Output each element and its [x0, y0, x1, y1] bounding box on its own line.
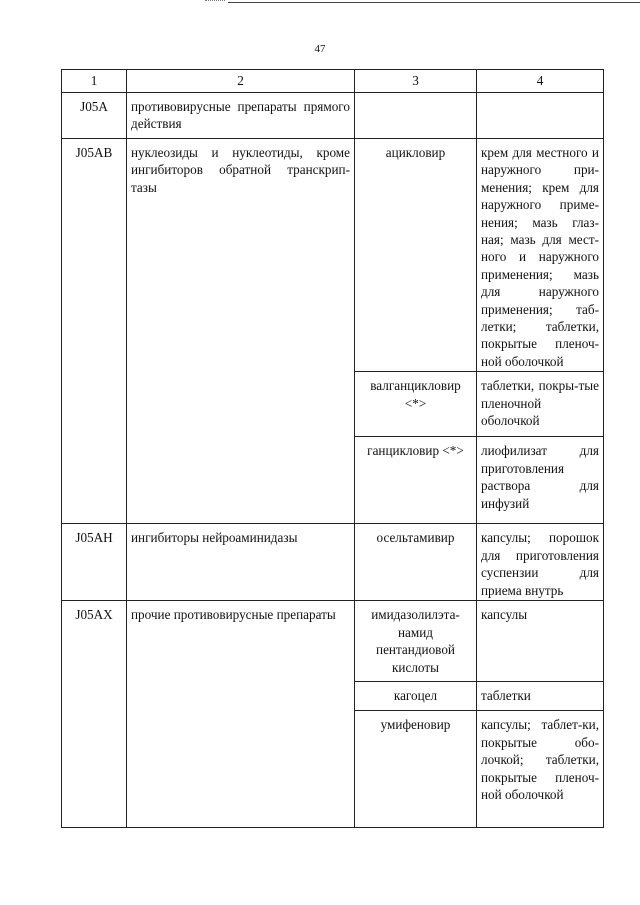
drug-name: умифеновир	[355, 711, 477, 828]
dosage-forms: капсулы	[477, 601, 604, 682]
atc-code: J05A	[62, 93, 127, 139]
group-name: нуклеозиды и нуклеотиды, кроме ингибиторов обратной транскрип-тазы	[127, 139, 355, 524]
atc-code: J05AB	[62, 139, 127, 524]
drug-name: ганцикловир <*>	[355, 437, 477, 524]
table-row	[62, 601, 604, 682]
drug-name	[355, 93, 477, 139]
header-cell: 1	[62, 70, 127, 93]
group-name: противовирусные препараты прямого действия	[127, 93, 355, 139]
scan-top-rule	[228, 2, 640, 3]
drug-name: имидазолилэта-намид пентандиовой кислоты	[355, 601, 477, 682]
atc-code: J05AH	[62, 524, 127, 601]
drug-name: кагоцел	[355, 682, 477, 711]
dosage-forms: крем для местного и наружного при-менения; крем для наружного приме-нения; мазь глаз-ная; мазь для мест-ного и наружного применения; мазь для наружного применения; таб-летки; таблетки, покрытые пленоч-ной оболочкой	[477, 139, 604, 372]
dosage-forms: лиофилизат для приготовления раствора для инфузий	[477, 437, 604, 524]
drug-name: валганцикловир <*>	[355, 372, 477, 437]
dosage-forms	[477, 93, 604, 139]
group-name: прочие противовирусные препараты	[127, 601, 355, 828]
table-row	[62, 93, 604, 139]
dosage-forms: таблетки	[477, 682, 604, 711]
dosage-forms: таблетки, покры-тые пленочной оболочкой	[477, 372, 604, 437]
dosage-forms: капсулы; порошок для приготовления суспензии для приема внутрь	[477, 524, 604, 601]
group-name: ингибиторы нейроаминидазы	[127, 524, 355, 601]
table-row	[62, 524, 604, 601]
page-number: 47	[314, 43, 326, 55]
header-cell: 2	[127, 70, 355, 93]
table-header-row	[62, 70, 604, 93]
table-row	[62, 139, 604, 372]
dosage-forms: капсулы; таблет-ки, покрытые обо-лочкой; таблетки, покрытые пленоч-ной оболочкой	[477, 711, 604, 828]
header-cell: 4	[477, 70, 604, 93]
drug-name: осельтамивир	[355, 524, 477, 601]
drug-name: ацикловир	[355, 139, 477, 372]
medicines-table	[61, 69, 604, 828]
scan-edge-dots	[205, 0, 225, 4]
atc-code: J05AX	[62, 601, 127, 828]
header-cell: 3	[355, 70, 477, 93]
